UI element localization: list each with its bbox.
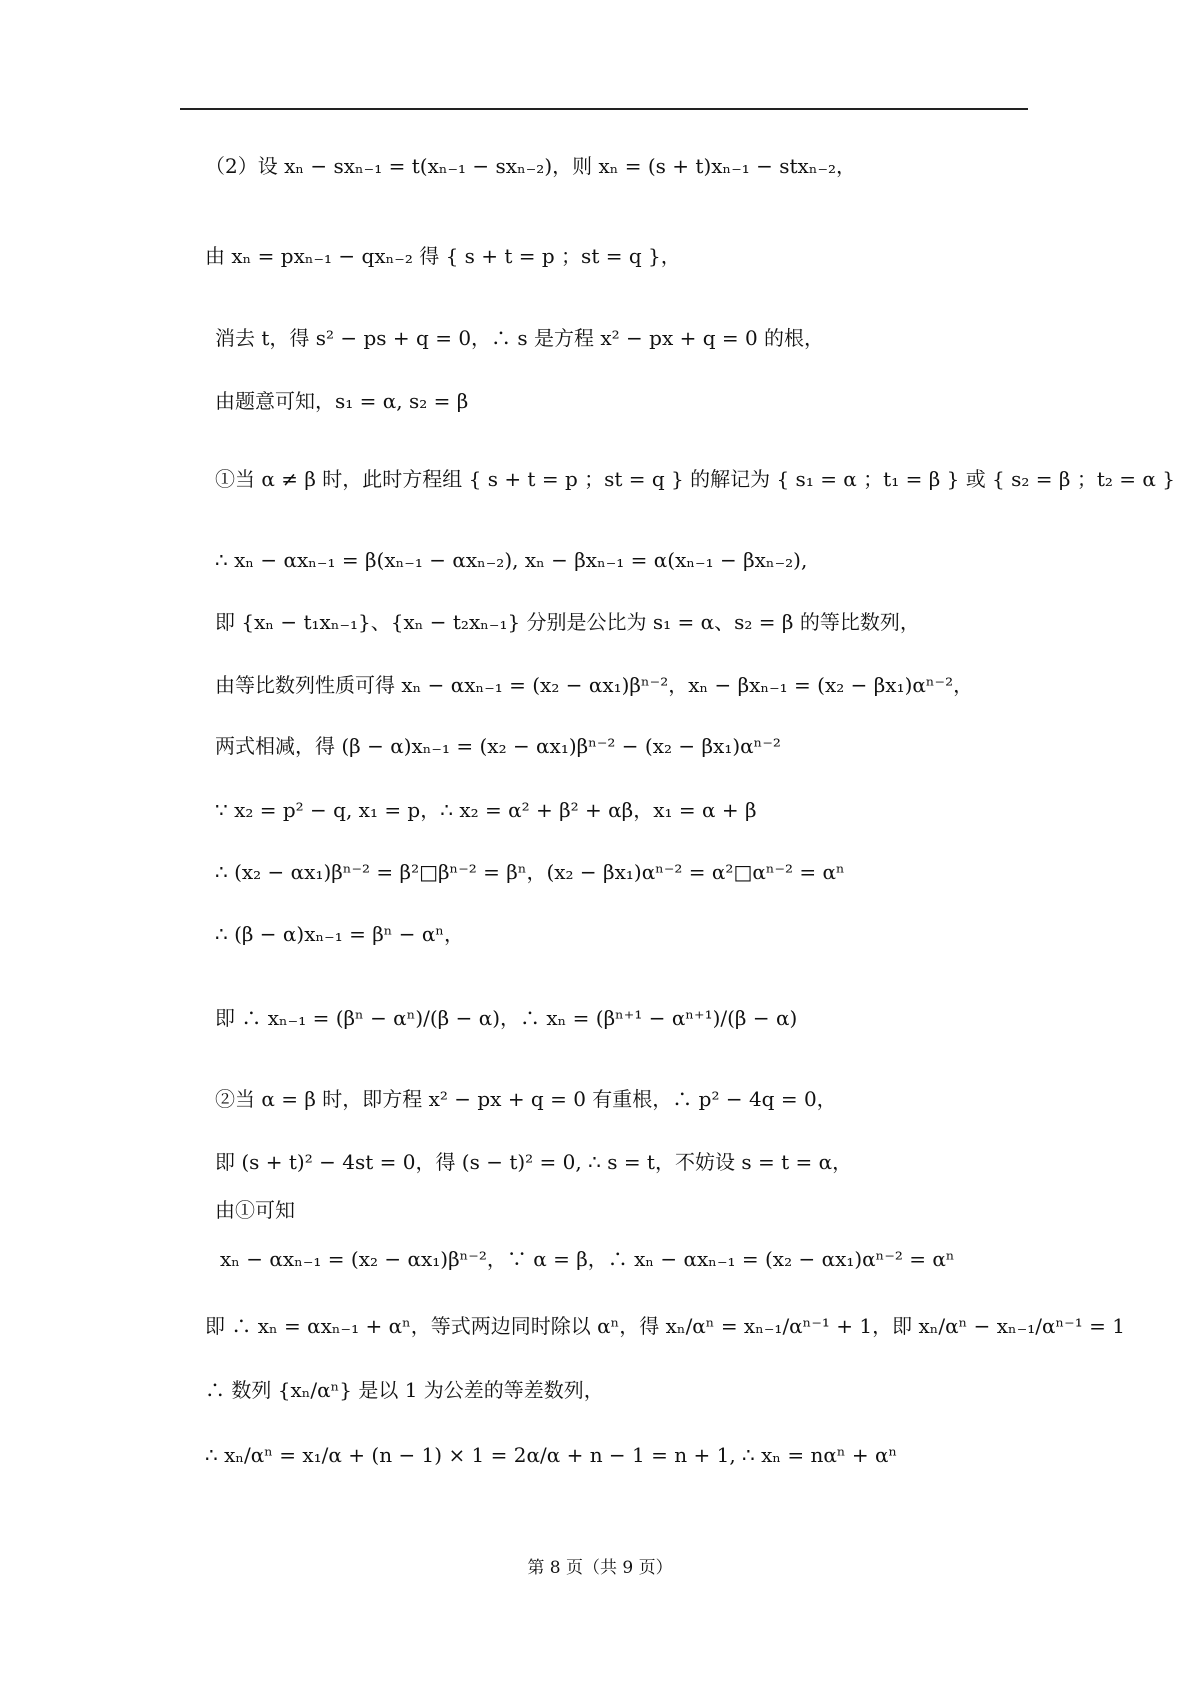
solution-line-18: 即 ∴ xₙ = αxₙ₋₁ + αⁿ，等式两边同时除以 αⁿ，得 xₙ/αⁿ = xₙ₋₁/αⁿ⁻¹ + 1，即 xₙ/αⁿ − xₙ₋₁/αⁿ⁻¹ = 1 [205,1314,1125,1338]
solution-line-3: 消去 t，得 s² − ps + q = 0，∴ s 是方程 x² − px + q = 0 的根， [215,326,825,350]
solution-line-7: 即 {xₙ − t₁xₙ₋₁}、{xₙ − t₂xₙ₋₁} 分别是公比为 s₁ = α、s₂ = β 的等比数列， [215,610,920,634]
solution-line-2: 由 xₙ = pxₙ₋₁ − qxₙ₋₂ 得 { s + t = p ；st = q }， [205,244,681,268]
solution-line-13: 即 ∴ xₙ₋₁ = (βⁿ − αⁿ)/(β − α)，∴ xₙ = (βⁿ⁺¹ − αⁿ⁺¹)/(β − α) [215,1006,798,1030]
solution-line-10: ∵ x₂ = p² − q, x₁ = p，∴ x₂ = α² + β² + αβ，x₁ = α + β [215,798,757,822]
solution-line-6: ∴ xₙ − αxₙ₋₁ = β(xₙ₋₁ − αxₙ₋₂), xₙ − βxₙ₋₁ = α(xₙ₋₁ − βxₙ₋₂), [215,548,808,572]
solution-line-4: 由题意可知，s₁ = α, s₂ = β [215,389,469,413]
solution-line-9: 两式相减，得 (β − α)xₙ₋₁ = (x₂ − αx₁)βⁿ⁻² − (x₂ − βx₁)αⁿ⁻² [215,734,781,758]
solution-line-5: ①当 α ≠ β 时，此时方程组 { s + t = p ；st = q } 的解记为 { s₁ = α ；t₁ = β } 或 { s₂ = β ；t₂ = α } [215,467,1175,491]
solution-line-15: 即 (s + t)² − 4st = 0，得 (s − t)² = 0, ∴ s = t，不妨设 s = t = α， [215,1150,853,1174]
page-footer: 第 8 页（共 9 页） [527,1558,673,1578]
solution-line-11: ∴ (x₂ − αx₁)βⁿ⁻² = β²□βⁿ⁻² = βⁿ，(x₂ − βx₁)αⁿ⁻² = α²□αⁿ⁻² = αⁿ [215,860,845,884]
header-rule [180,108,1028,110]
solution-line-1: （2）设 xₙ − sxₙ₋₁ = t(xₙ₋₁ − sxₙ₋₂)，则 xₙ = (s + t)xₙ₋₁ − stxₙ₋₂， [205,154,857,178]
solution-line-20: ∴ xₙ/αⁿ = x₁/α + (n − 1) × 1 = 2α/α + n − 1 = n + 1, ∴ xₙ = nαⁿ + αⁿ [205,1443,898,1467]
solution-line-16: 由①可知 [215,1198,295,1222]
solution-line-8: 由等比数列性质可得 xₙ − αxₙ₋₁ = (x₂ − αx₁)βⁿ⁻²，xₙ − βxₙ₋₁ = (x₂ − βx₁)αⁿ⁻²， [215,673,974,697]
solution-line-19: ∴ 数列 {xₙ/αⁿ} 是以 1 为公差的等差数列， [205,1378,604,1402]
solution-line-14: ②当 α = β 时，即方程 x² − px + q = 0 有重根，∴ p² − 4q = 0， [215,1087,837,1111]
solution-line-12: ∴ (β − α)xₙ₋₁ = βⁿ − αⁿ， [215,922,465,946]
solution-line-17: xₙ − αxₙ₋₁ = (x₂ − αx₁)βⁿ⁻²，∵ α = β，∴ xₙ − αxₙ₋₁ = (x₂ − αx₁)αⁿ⁻² = αⁿ [220,1247,955,1271]
